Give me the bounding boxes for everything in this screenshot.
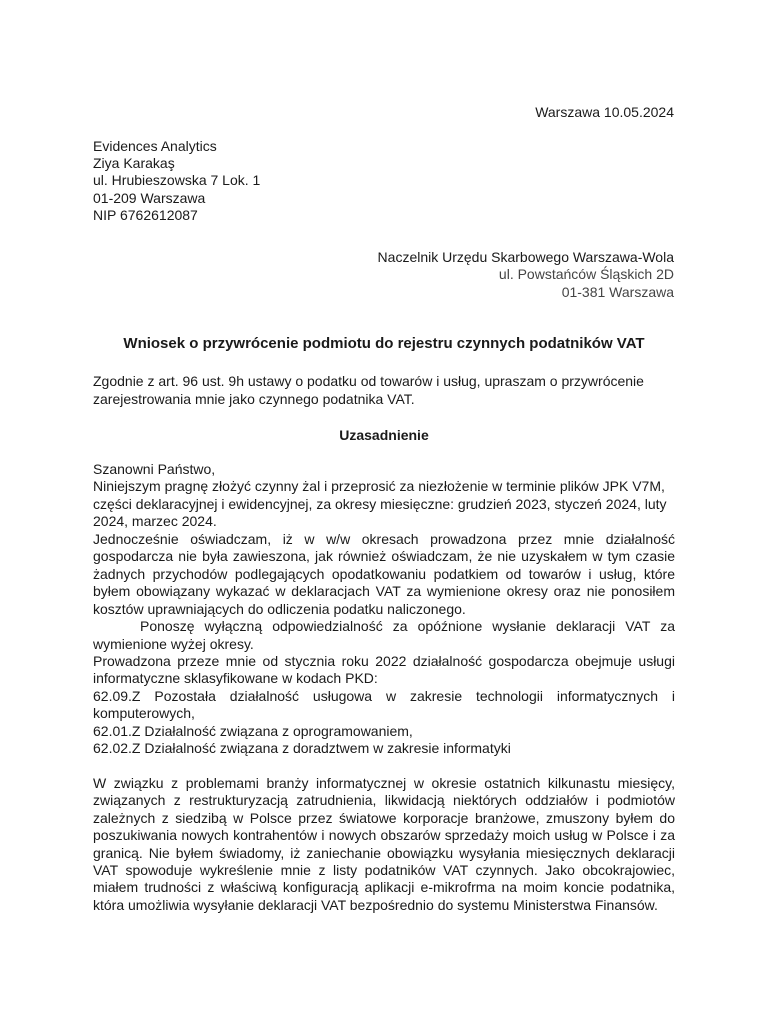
pkd-code-item: 62.09.Z Pozostała działalność usługowa w zakresie technologii informatycznych i komputerowych, bbox=[93, 687, 675, 722]
paragraph-spacer bbox=[93, 758, 675, 775]
sender-company: Evidences Analytics bbox=[93, 138, 217, 154]
paragraph-explanation: W związku z problemami branży informatycznej w okresie ostatnich kilkunastu miesięcy, związanych z restrukturyzacją zatrudnienia, likwidacją niektórych oddziałów i podmiotów zależnych z siedzibą w Polsce przez światowe korporacje branżowe, zmuszony byłem do poszukiwania nowych kontrahentów i nowych obszarów sprzedaży moich usług w Polsce i za granicą. Nie byłem świadomy, iż zaniechanie obowiązku wysyłania miesięcznych deklaracji VAT spowoduje wykreślenie mnie z listy podatników VAT czynnych. Jako obcokrajowiec, miałem trudności z właściwą konfiguracją aplikacji e-mikrofrma na moim koncie podatnika, która umożliwia wysyłanie deklaracji VAT bezpośrednio do systemu Ministerstwa Finansów. bbox=[93, 774, 675, 913]
paragraph-apology: Niniejszym pragnę złożyć czynny żal i przeprosić za niezłożenie w terminie plików JPK V7M, części deklaracyjnej i ewidencyjnej, za okresy miesięczne: grudzień 2023, styczeń 2024, luty 2024, marzec 2024. bbox=[93, 478, 667, 530]
document-title: Wniosek o przywrócenie podmiotu do rejestru czynnych podatników VAT bbox=[123, 335, 645, 352]
recipient-city: 01-381 Warszawa bbox=[561, 283, 674, 300]
intro-paragraph: Zgodnie z art. 96 ust. 9h ustawy o podatku od towarów i usług, upraszam o przywrócenie zarejestrowania mnie jako czynnego podatnika VAT. bbox=[93, 373, 644, 407]
sender-address-block bbox=[93, 138, 260, 224]
sender-street: ul. Hrubieszowska 7 Lok. 1 bbox=[93, 172, 261, 189]
greeting: Szanowni Państwo, bbox=[93, 461, 216, 477]
pkd-code-item: 62.02.Z Działalność związana z doradztwem w zakresie informatyki bbox=[93, 740, 511, 757]
document-date: Warszawa 10.05.2024 bbox=[535, 104, 674, 120]
sender-nip: NIP 6762612087 bbox=[93, 206, 198, 223]
justification-body bbox=[93, 461, 675, 914]
pkd-code-item: 62.01.Z Działalność związana z oprogramowaniem, bbox=[93, 722, 413, 739]
paragraph-responsibility: Ponoszę wyłączną odpowiedzialność za opóźnione wysłanie deklaracji VAT za wymienione wyżej okresy. bbox=[93, 618, 675, 652]
paragraph-declaration: Jednocześnie oświadczam, iż w w/w okresach prowadzona przez mnie działalność gospodarcza nie była zawieszona, jak również oświadczam, że nie uzyskałem w tym czasie żadnych przychodów podlegających opodatkowaniu podatkiem od towarów i usług, które byłem obowiązany wykazać w deklaracjach VAT za wymienione okresy oraz nie ponosiłem kosztów uprawniających do odliczenia podatku naliczonego. bbox=[93, 530, 675, 617]
recipient-street: ul. Powstańców Śląskich 2D bbox=[498, 266, 674, 283]
sender-city: 01-209 Warszawa bbox=[93, 189, 206, 206]
section-heading: Uzasadnienie bbox=[339, 427, 429, 443]
sender-name: Ziya Karakaş bbox=[93, 155, 175, 172]
recipient-office: Naczelnik Urzędu Skarbowego Warszawa-Wola bbox=[377, 249, 674, 265]
paragraph-business-activity: Prowadzona przeze mnie od stycznia roku 2022 działalność gospodarcza obejmuje usługi informatyczne sklasyfikowane w kodach PKD: bbox=[93, 652, 675, 687]
recipient-address-block bbox=[378, 249, 674, 301]
